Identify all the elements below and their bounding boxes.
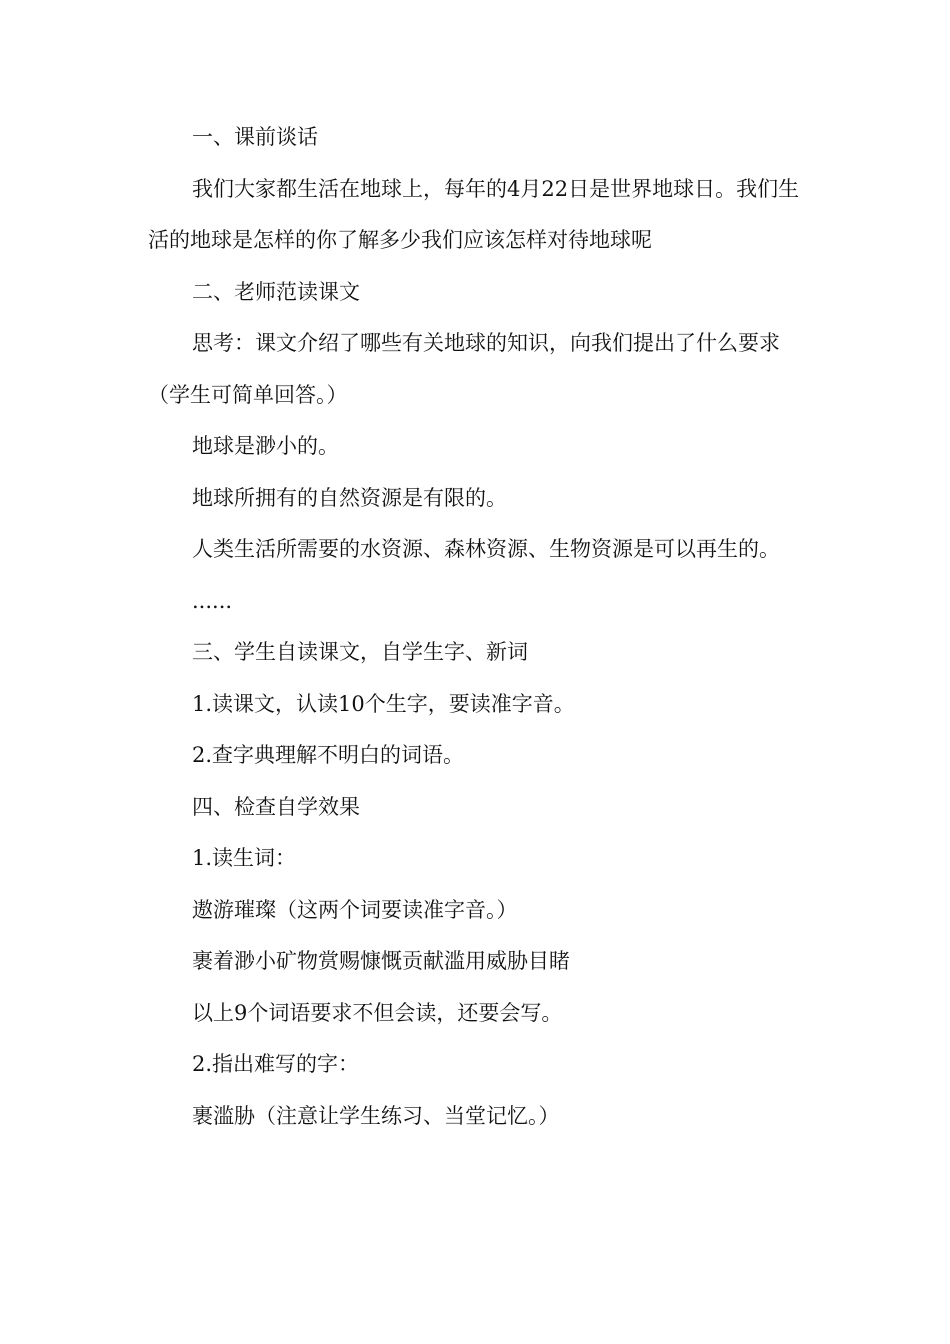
paragraph-intro: 我们大家都生活在地球上，每年的4月22日是世界地球日。我们生活的地球是怎样的你了解多少我们应该怎样对待地球呢 (148, 176, 800, 252)
section-heading-1: 一、课前谈话 (192, 125, 318, 149)
paragraph-point-3: 人类生活所需要的水资源、森林资源、生物资源是可以再生的。 (192, 537, 780, 561)
paragraph-step-2: 2.查字典理解不明白的词语。 (192, 743, 465, 767)
paragraph-hard-chars-list: 裹滥胁（注意让学生练习、当堂记忆。） (192, 1103, 560, 1128)
section-heading-4: 四、检查自学效果 (192, 794, 360, 819)
section-heading-2: 二、老师范读课文 (192, 279, 360, 304)
paragraph-words-2: 裹着渺小矿物赏赐慷慨贡献滥用威胁目睹 (192, 949, 570, 973)
document-body (148, 112, 808, 1142)
paragraph-point-2: 地球所拥有的自然资源是有限的。 (192, 485, 507, 510)
paragraph-hard-chars: 2.指出难写的字： (192, 1052, 360, 1076)
paragraph-step-1: 1.读课文，认读10个生字，要读准字音。 (192, 691, 575, 716)
section-heading-3: 三、学生自读课文，自学生字、新词 (192, 640, 528, 664)
paragraph-words-note: 以上9个词语要求不但会读，还要会写。 (192, 1000, 563, 1025)
paragraph-point-1: 地球是渺小的。 (192, 434, 339, 458)
paragraph-read-words: 1.读生词： (192, 846, 297, 870)
paragraph-question: 思考：课文介绍了哪些有关地球的知识，向我们提出了什么要求（学生可简单回答。） (148, 331, 780, 407)
paragraph-ellipsis: ...... (192, 588, 233, 613)
paragraph-words-1: 遨游璀璨（这两个词要读准字音。） (192, 897, 518, 922)
